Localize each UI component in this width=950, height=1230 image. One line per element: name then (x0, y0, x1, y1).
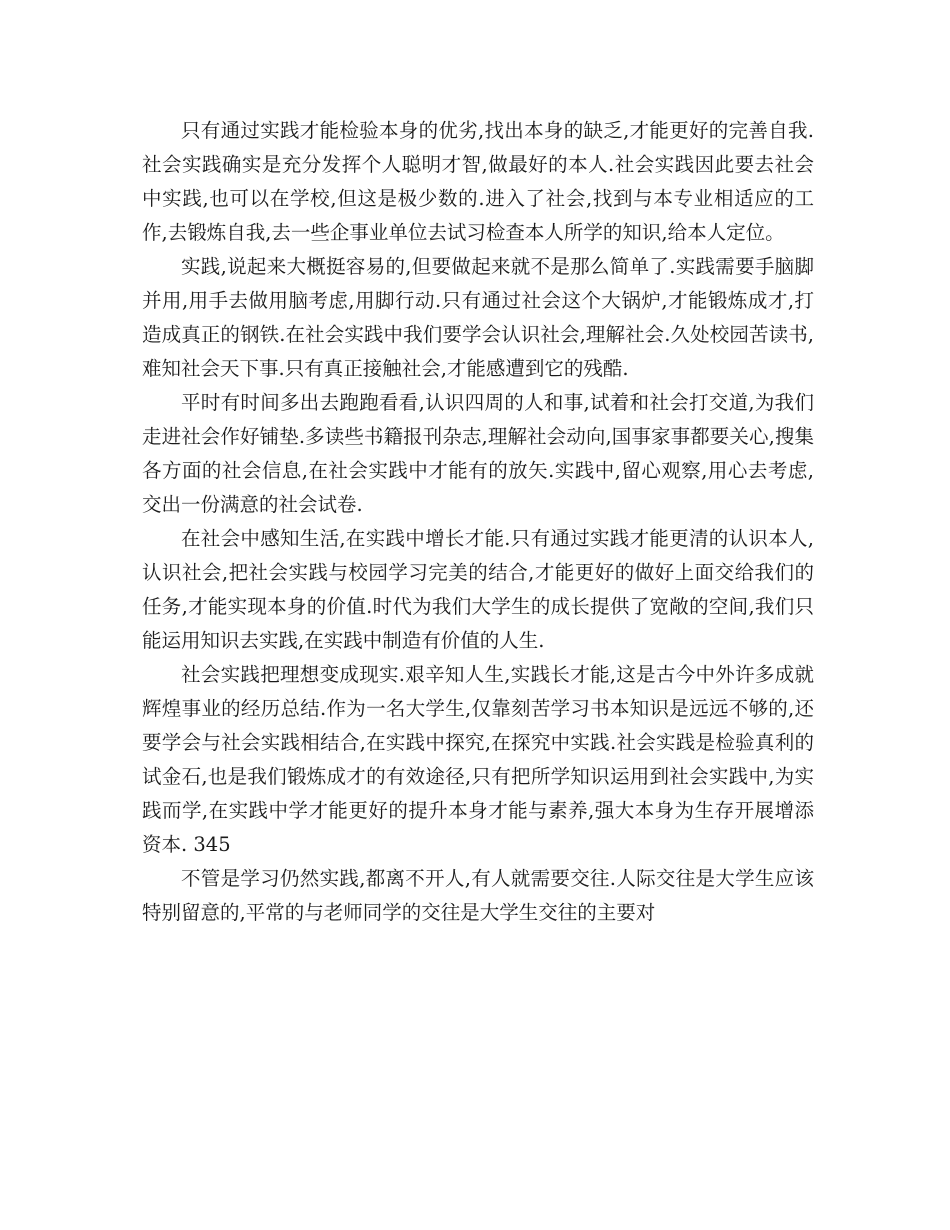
paragraph-2: 实践,说起来大概挺容易的,但要做起来就不是那么简单了.实践需要手脑脚并用,用手去做用脑考虑,用脚行动.只有通过社会这个大锅炉,才能锻炼成才,打造成真正的钢铁.在社会实践中我们要学会认识社会,理解社会.久处校园苦读书,难知社会天下事.只有真正接触社会,才能感遭到它的残酷. (142, 255, 814, 380)
paragraph-3: 平时有时间多出去跑跑看看,认识四周的人和事,试着和社会打交道,为我们走进社会作好铺垫.多读些书籍报刊杂志,理解社会动向,国事家事都要关心,搜集各方面的社会信息,在社会实践中才能有的放矢.实践中,留心观察,用心去考虑,交出一份满意的社会试卷. (142, 391, 814, 516)
document-page (142, 114, 814, 930)
paragraph-6: 不管是学习仍然实践,都离不开人,有人就需要交往.人际交往是大学生应该特别留意的,平常的与老师同学的交往是大学生交往的主要对 (142, 867, 814, 924)
paragraph-5: 社会实践把理想变成现实.艰辛知人生,实践长才能,这是古今中外许多成就辉煌事业的经历总结.作为一名大学生,仅靠刻苦学习书本知识是远远不够的,还要学会与社会实践相结合,在实践中探究,在探究中实践.社会实践是检验真利的试金石,也是我们锻炼成才的有效途径,只有把所学知识运用到社会实践中,为实践而学,在实践中学才能更好的提升本身才能与素养,强大本身为生存开展增添资本. 345 (142, 663, 814, 856)
paragraph-1: 只有通过实践才能检验本身的优劣,找出本身的缺乏,才能更好的完善自我.社会实践确实是充分发挥个人聪明才智,做最好的本人.社会实践因此要去社会中实践,也可以在学校,但这是极少数的.进入了社会,找到与本专业相适应的工作,去锻炼自我,去一些企事业单位去试习检查本人所学的知识,给本人定位。 (142, 119, 814, 244)
paragraph-4: 在社会中感知生活,在实践中增长才能.只有通过实践才能更清的认识本人,认识社会,把社会实践与校园学习完美的结合,才能更好的做好上面交给我们的任务,才能实现本身的价值.时代为我们大学生的成长提供了宽敞的空间,我们只能运用知识去实践,在实践中制造有价值的人生. (142, 527, 814, 652)
